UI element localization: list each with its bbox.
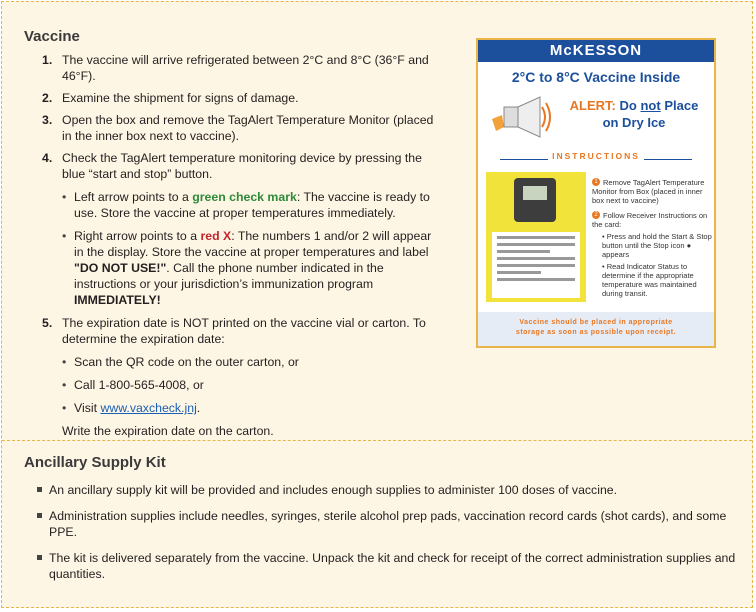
right-arrow-bullet: • Right arrow points to a red X: The numbers 1 and/or 2 will appear in the display. Store the vaccine at proper temperatures and label "DO NOT USE!". Call the phone number indicated in the instructions or your jurisdiction’s immunization program IMMEDIATELY!	[62, 228, 442, 308]
step-5: 5. The expiration date is NOT printed on the vaccine vial or carton. To determine the expiration date: • Scan the QR code on the outer carton, or • Call 1-800-565-4008, or • Visit www.vaxcheck.jnj. Write the expiration date on the carton.	[42, 315, 442, 439]
ancillary-item: The kit is delivered separately from the vaccine. Unpack the kit and check for receipt of the correct administration supplies and quantities.	[37, 550, 737, 582]
step-4-text: Check the TagAlert temperature monitoring device by pressing the blue “start and stop” button.	[62, 151, 422, 181]
ancillary-list	[37, 482, 737, 592]
qr-bullet: • Scan the QR code on the outer carton, or	[62, 354, 442, 370]
vaccine-heading: Vaccine	[24, 28, 80, 45]
step-5-text: The expiration date is NOT printed on the vaccine vial or carton. To determine the expiration date:	[62, 316, 426, 346]
step-3: 3. Open the box and remove the TagAlert Temperature Monitor (placed in the inner box next to vaccine).	[42, 113, 434, 143]
website-bullet: • Visit www.vaxcheck.jnj.	[62, 400, 442, 416]
left-arrow-bullet: • Left arrow points to a green check mark: The vaccine is ready to use. Store the vaccine at proper temperatures immediately.	[62, 189, 442, 221]
step-3-text: Open the box and remove the TagAlert Temperature Monitor (placed in the inner box next to vaccine).	[62, 113, 434, 143]
dry-ice-alert: ALERT: Do not Place on Dry Ice	[569, 98, 699, 130]
mckesson-shipping-card-image	[476, 38, 716, 348]
ancillary-heading: Ancillary Supply Kit	[24, 454, 166, 471]
step-4: 4. Check the TagAlert temperature monitoring device by pressing the blue “start and stop” button. • Left arrow points to a green check mark: The vaccine is ready to use. Store the vaccine at proper temperatures immediately. • Right arrow points to a red X: The numbers 1 and/or 2 will appear in the display. Store the vaccine at proper temperatures and label "DO NOT USE!". Call the phone number indicated in the instructions or your jurisdiction’s immunization program IMMEDIATELY!	[42, 150, 442, 308]
instructions-heading: INSTRUCTIONS	[478, 151, 714, 167]
tagalert-device-photo	[486, 172, 586, 302]
mckesson-logo: McKESSON	[478, 40, 714, 62]
ancillary-item: Administration supplies include needles, syringes, sterile alcohol prep pads, vaccination record cards (shot cards), and some PPE.	[37, 508, 737, 540]
step-1-text: The vaccine will arrive refrigerated between 2°C and 8°C (36°F and 46°F).	[62, 53, 429, 83]
card-headline: 2°C to 8°C Vaccine Inside	[511, 69, 681, 85]
ancillary-item: An ancillary supply kit will be provided and includes enough supplies to administer 100 doses of vaccine.	[37, 482, 737, 498]
card-instructions: 1 Remove TagAlert Temperature Monitor from Box (placed in inner box next to vaccine) 2 Follow Receiver Instructions on the card: • Press and hold the Start & Stop button until the Stop icon ● appears • Read Indicator Status to determine if the appropriate temperature was maintained during transit.	[592, 178, 712, 298]
step-2-text: Examine the shipment for signs of damage.	[62, 91, 299, 105]
vaxcheck-link[interactable]: www.vaxcheck.jnj	[100, 401, 197, 415]
vaccine-info-panel	[1, 1, 753, 608]
section-divider	[2, 440, 752, 441]
red-x-label: red X	[200, 229, 232, 243]
step-1: 1. The vaccine will arrive refrigerated between 2°C and 8°C (36°F and 46°F).	[42, 53, 429, 83]
step-2: 2. Examine the shipment for signs of damage.	[42, 91, 299, 105]
vaccine-steps	[42, 52, 442, 445]
megaphone-icon	[488, 93, 552, 141]
write-expiration-text: Write the expiration date on the carton.	[62, 424, 274, 438]
tagalert-device	[514, 178, 556, 222]
phone-bullet: • Call 1-800-565-4008, or	[62, 377, 442, 393]
green-check-label: green check mark	[192, 190, 297, 204]
card-footer: Vaccine should be placed in appropriate storage as soon as possible upon receipt.	[478, 312, 714, 346]
